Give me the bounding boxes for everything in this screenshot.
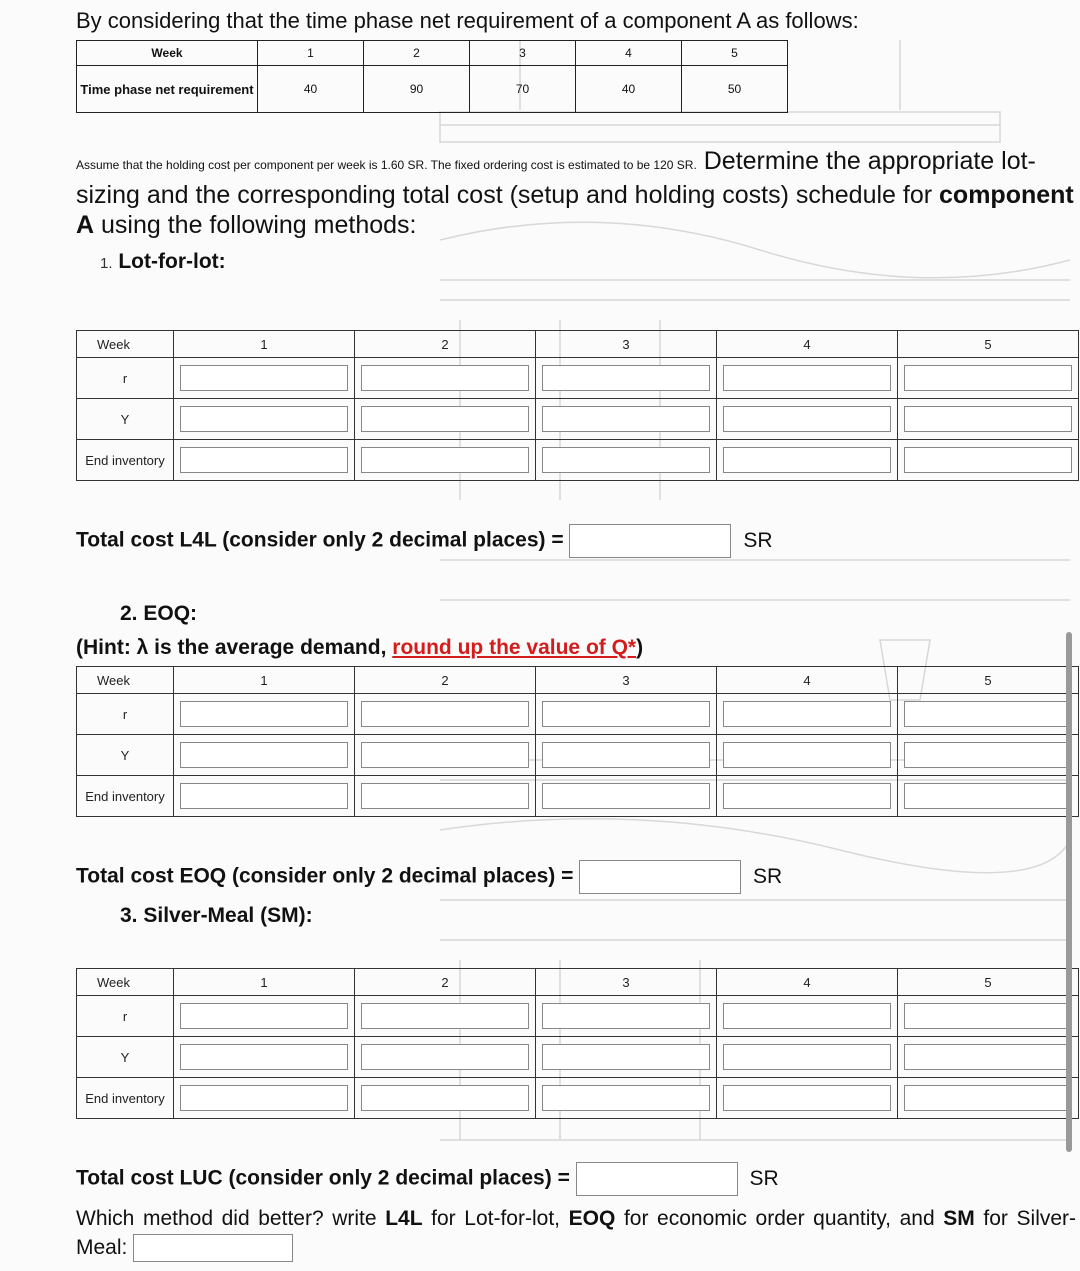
l4l-r-input-2[interactable] [361,365,529,391]
grid-week-5: 5 [898,331,1079,358]
eoq-end-input-2[interactable] [361,783,529,809]
sm-end-input-1[interactable] [180,1085,348,1111]
l4l-y-input-5[interactable] [904,406,1072,432]
luc-total-line: Total cost LUC (consider only 2 decimal places) = SR [76,1162,779,1196]
eoq-y-input-2[interactable] [361,742,529,768]
final-question: Which method did better? write L4L for Lot-for-lot, EOQ for economic order quantity, and SM for Silver-Meal: [76,1204,1076,1262]
eoq-hint: (Hint: λ is the average demand, round up the value of Q*) [76,636,644,659]
assumption-text: Assume that the holding cost per component per week is 1.60 SR. The fixed ordering cost is estimated to be 120 SR. [76,158,697,172]
l4l-heading: 1. Lot-for-lot: [100,250,226,273]
eoq-r-input-5[interactable] [904,701,1072,727]
eoq-grid: Week 1 2 3 4 5 r Y End inventory [76,666,1079,817]
eoq-r-input-1[interactable] [180,701,348,727]
sm-y-input-4[interactable] [723,1044,891,1070]
eoq-end-input-3[interactable] [542,783,710,809]
sm-end-input-4[interactable] [723,1085,891,1111]
l4l-r-input-4[interactable] [723,365,891,391]
sm-y-input-2[interactable] [361,1044,529,1070]
eoq-r-input-2[interactable] [361,701,529,727]
demand-value-2: 90 [364,66,470,113]
grid-row-y-label: Y [77,399,174,440]
eoq-y-input-3[interactable] [542,742,710,768]
l4l-end-input-2[interactable] [361,447,529,473]
l4l-total-line: Total cost L4L (consider only 2 decimal places) = SR [76,524,773,558]
sm-r-input-5[interactable] [904,1003,1072,1029]
l4l-y-input-2[interactable] [361,406,529,432]
eoq-y-input-4[interactable] [723,742,891,768]
sm-r-input-3[interactable] [542,1003,710,1029]
demand-value-1: 40 [258,66,364,113]
demand-value-3: 70 [470,66,576,113]
sm-end-input-3[interactable] [542,1085,710,1111]
sm-y-input-5[interactable] [904,1044,1072,1070]
eoq-end-input-1[interactable] [180,783,348,809]
grid-week-2: 2 [355,331,536,358]
eoq-y-input-1[interactable] [180,742,348,768]
best-method-input[interactable] [133,1234,293,1262]
sm-y-input-1[interactable] [180,1044,348,1070]
eoq-r-input-3[interactable] [542,701,710,727]
sm-r-input-1[interactable] [180,1003,348,1029]
grid-week-1: 1 [174,331,355,358]
l4l-grid [76,330,1079,481]
sm-r-input-4[interactable] [723,1003,891,1029]
eoq-r-input-4[interactable] [723,701,891,727]
l4l-y-input-1[interactable] [180,406,348,432]
instruction-text-2: using the following methods: [101,211,417,239]
sm-r-input-2[interactable] [361,1003,529,1029]
demand-header-week: Week [77,41,258,66]
demand-header-4: 4 [576,41,682,66]
demand-header-2: 2 [364,41,470,66]
l4l-r-input-5[interactable] [904,365,1072,391]
grid-row-end-label: End inventory [77,440,174,481]
sm-grid: Week 1 2 3 4 5 r Y End inventory [76,968,1079,1119]
luc-total-input[interactable] [576,1162,738,1196]
sm-end-input-2[interactable] [361,1085,529,1111]
sm-heading: 3. Silver-Meal (SM): [120,904,313,927]
grid-week-3: 3 [536,331,717,358]
demand-row-label: Time phase net requirement [77,66,258,113]
eoq-y-input-5[interactable] [904,742,1072,768]
l4l-end-input-4[interactable] [723,447,891,473]
demand-table [76,40,788,113]
demand-value-4: 40 [576,66,682,113]
scrollbar[interactable] [1066,632,1072,1152]
l4l-r-input-1[interactable] [180,365,348,391]
l4l-r-input-3[interactable] [542,365,710,391]
eoq-total-line: Total cost EOQ (consider only 2 decimal places) = SR [76,860,782,894]
intro-text: By considering that the time phase net requirement of a component A as follows: [76,8,859,33]
grid-row-r-label: r [77,358,174,399]
eoq-end-input-4[interactable] [723,783,891,809]
problem-paragraph [76,146,1076,240]
demand-header-5: 5 [682,41,788,66]
l4l-y-input-3[interactable] [542,406,710,432]
l4l-end-input-3[interactable] [542,447,710,473]
l4l-end-input-5[interactable] [904,447,1072,473]
sm-end-input-5[interactable] [904,1085,1072,1111]
eoq-end-input-5[interactable] [904,783,1072,809]
eoq-heading: 2. EOQ: [120,602,198,625]
demand-header-1: 1 [258,41,364,66]
instruction-text-1: Determine the appropriate lot-sizing and the corresponding total cost (setup and holding costs) schedule for [76,147,1036,209]
grid-week-4: 4 [717,331,898,358]
l4l-total-input[interactable] [569,524,731,558]
demand-header-3: 3 [470,41,576,66]
sm-y-input-3[interactable] [542,1044,710,1070]
eoq-total-input[interactable] [579,860,741,894]
component-a-bold: component A [76,181,1074,239]
l4l-y-input-4[interactable] [723,406,891,432]
l4l-end-input-1[interactable] [180,447,348,473]
grid-week-label: Week [77,331,174,358]
demand-value-5: 50 [682,66,788,113]
